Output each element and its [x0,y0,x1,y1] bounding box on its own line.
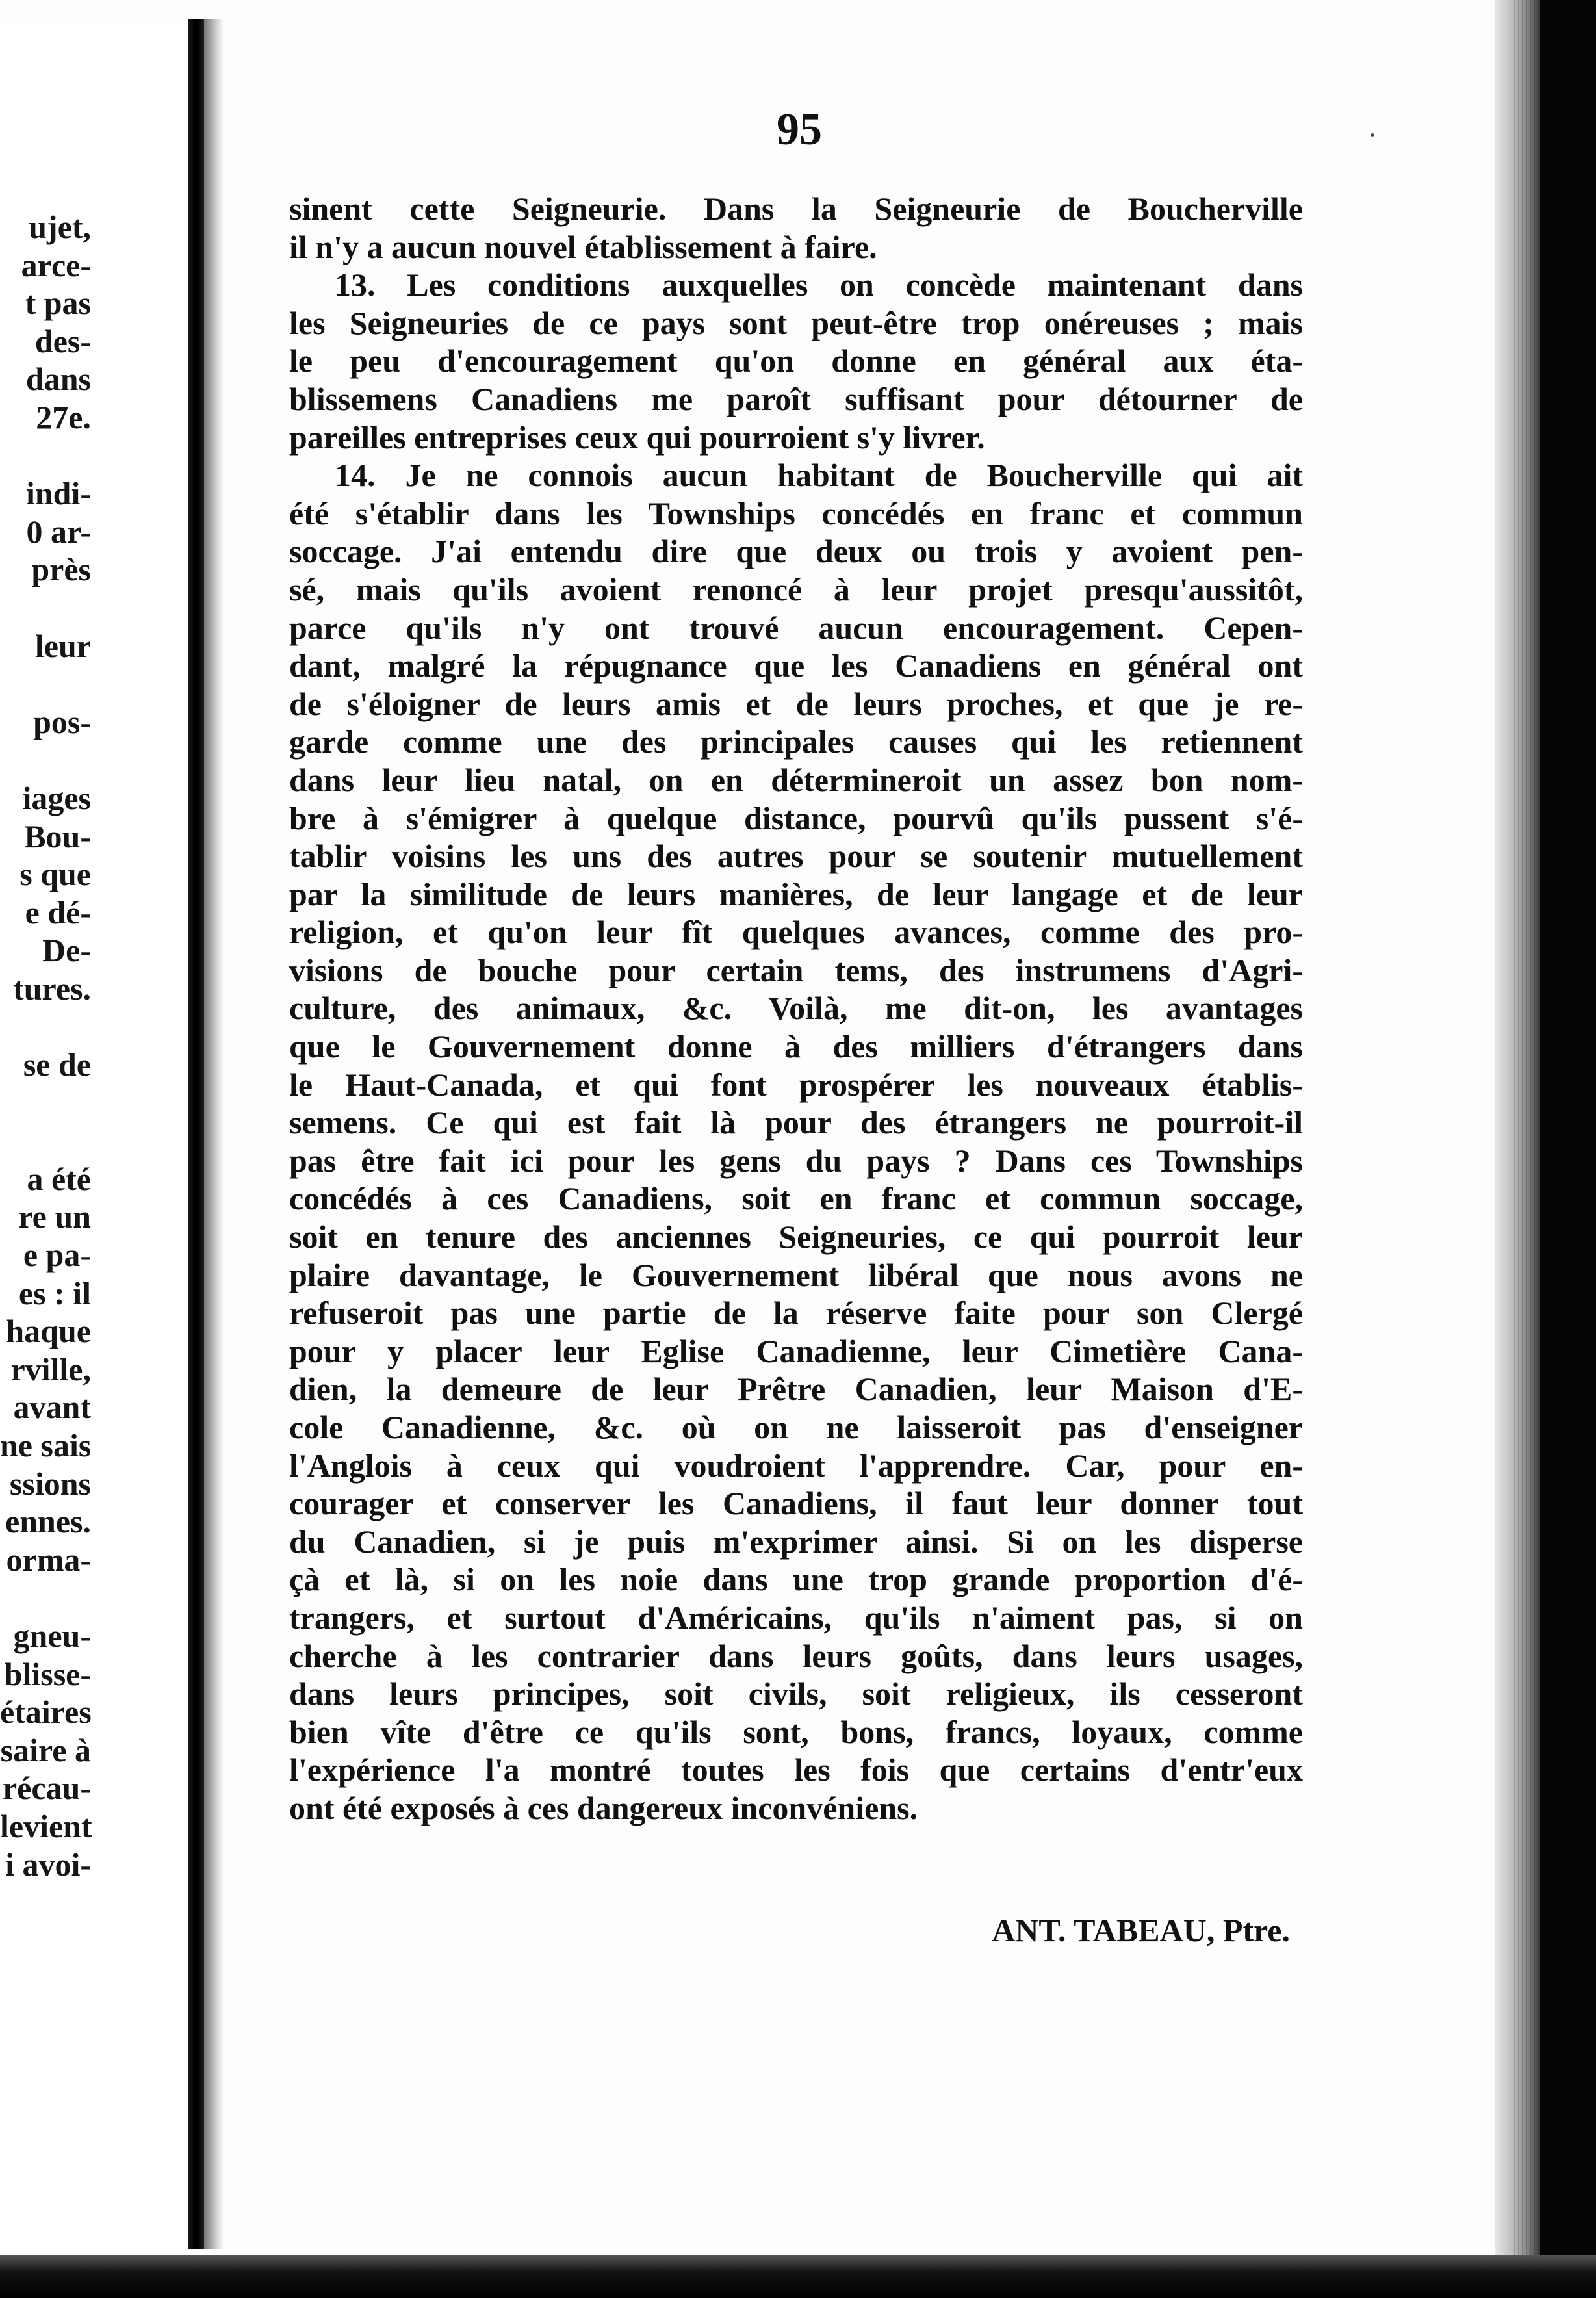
text-line: pareilles entreprises ceux qui pourroient s'y livrer. [289,419,985,456]
text-line: semens. Ce qui est fait là pour des étrangers ne pourroit-il [289,1104,1303,1141]
facing-page-fragment: des- [34,322,91,359]
facing-page-fragment: t pas [25,285,91,322]
text-line: dans leurs principes, soit civils, soit religieux, ils cesseront [289,1675,1303,1712]
scan-border-bottom [0,2255,1596,2298]
text-line: tablir voisins les uns des autres pour se soutenir mutuellement [289,838,1303,875]
facing-page-fragment: leur [34,627,91,664]
book-gutter [188,19,204,2249]
facing-page-fragment: e dé- [25,894,91,931]
text-line: le peu d'encouragement qu'on donne en général aux éta- [289,342,1303,380]
text-line: pas être fait ici pour les gens du pays ? Dans ces Townships [289,1142,1303,1179]
text-line: plaire davantage, le Gouvernement libéral que nous avons ne [289,1256,1303,1293]
facing-page-fragment: s que [19,856,91,893]
text-line: il n'y a aucun nouvel établissement à faire. [289,228,877,265]
facing-page-text-fragments [0,208,97,1883]
facing-page-fragment: haque [6,1313,91,1350]
text-line: du Canadien, si je puis m'exprimer ainsi. Si on les disperse [289,1523,1303,1560]
facing-page-fragment: es : il [18,1274,91,1311]
text-line: cherche à les contrarier dans leurs goûts, dans leurs usages, [289,1637,1303,1674]
facing-page-fragment: iages [22,779,91,816]
text-line: bien vîte d'être ce qu'ils sont, bons, francs, loyaux, comme [289,1713,1303,1750]
facing-page-fragment: pos- [33,703,91,740]
text-line: garde comme une des principales causes qui les retiennent [289,723,1303,760]
text-line: refuseroit pas une partie de la réserve faite pour son Clergé [289,1295,1303,1332]
facing-page-fragment: gneu- [13,1617,91,1654]
text-line: culture, des animaux, &c. Voilà, me dit-on, les avantages [289,990,1303,1027]
facing-page-fragment [0,1007,97,1046]
text-line: les Seigneuries de ce pays sont peut-être trop onéreuses ; mais [289,304,1303,341]
facing-page-fragment: blisse- [4,1655,91,1692]
text-line: çà et là, si on les noie dans une trop grande proportion d'é- [289,1561,1303,1598]
text-line: trangers, et surtout d'Américains, qu'ils n'aiment pas, si on [289,1599,1303,1636]
facing-page-fragment: De- [42,932,91,969]
text-line: le Haut-Canada, et qui font prospérer les nouveaux établis- [289,1066,1303,1103]
facing-page-fragment: 0 ar- [26,513,91,550]
gutter-shadow [204,19,224,2249]
text-line: dant, malgré la répugnance que les Canadiens en général ont [289,647,1303,684]
facing-page-fragment: se de [23,1046,91,1083]
text-line: visions de bouche pour certain tems, des instrumens d'Agri- [289,951,1303,988]
facing-page-fragment [0,589,97,627]
text-line: par la similitude de leurs manières, de leur langage et de leur [289,875,1303,912]
body-text [289,190,1303,1827]
text-line: courager et conserver les Canadiens, il faut leur donner tout [289,1485,1303,1522]
facing-page-fragment [0,1084,97,1122]
text-line: sé, mais qu'ils avoient renoncé à leur projet presqu'aussitôt, [289,571,1303,608]
facing-page-fragment: ujet, [29,209,91,245]
facing-page-fragment: récau- [2,1770,91,1807]
text-line: été s'établir dans les Townships concédés en franc et commun [289,495,1303,532]
facing-page-fragment: orma- [6,1541,91,1578]
page-number: 95 [777,105,822,155]
facing-page-fragment: près [31,551,91,588]
scan-border-right [1540,0,1596,2298]
text-line: cole Canadienne, &c. où on ne laisseroit pas d'enseigner [289,1409,1303,1445]
facing-page-fragment [0,741,97,779]
paper-speck [1371,133,1374,137]
facing-page-fragment: e pa- [23,1237,91,1274]
text-line: religion, et qu'on leur fît quelques avances, comme des pro- [289,914,1303,951]
text-line: blissemens Canadiens me paroît suffisant pour détourner de [289,380,1303,417]
text-line: soccage. J'ai entendu dire que deux ou trois y avoient pen- [289,533,1303,570]
text-line: bre à s'émigrer à quelque distance, pourvû qu'ils pussent s'é- [289,799,1303,836]
facing-page-fragment [0,1122,97,1160]
text-line: l'Anglois à ceux qui voudroient l'apprendre. Car, pour en- [289,1447,1303,1484]
facing-page-fragment: rville, [10,1350,91,1388]
facing-page-fragment [0,1579,97,1617]
facing-page-fragment: ennes. [5,1503,91,1540]
text-line: de s'éloigner de leurs amis et de leurs proches, et que je re- [289,685,1303,722]
facing-page-fragment: Bou- [24,818,91,855]
facing-page-fragment: ne sais [0,1427,92,1464]
text-line: 14. Je ne connois aucun habitant de Boucherville qui ait [335,457,1303,494]
facing-page-fragment: tures. [13,970,91,1007]
facing-page-fragment: avant [13,1389,91,1426]
facing-page-fragment: dans [25,361,91,398]
text-line: sinent cette Seigneurie. Dans la Seigneurie de Boucherville [289,190,1303,227]
text-line: pour y placer leur Eglise Canadienne, leur Cimetière Cana- [289,1332,1303,1369]
text-line: 13. Les conditions auxquelles on concède maintenant dans [335,266,1303,303]
text-line: ont été exposés à ces dangereux inconvéniens. [289,1789,918,1826]
facing-page-fragment: étaires [0,1694,92,1731]
facing-page-fragment: saire à [0,1731,91,1768]
facing-page-fragment: i avoi- [5,1846,91,1883]
facing-page-fragment [0,665,97,703]
text-line: l'expérience l'a montré toutes les fois que certains d'entr'eux [289,1751,1303,1788]
text-line: dien, la demeure de leur Prêtre Canadien, leur Maison d'E- [289,1371,1303,1408]
text-line: soit en tenure des anciennes Seigneuries, ce qui pourroit leur [289,1219,1303,1256]
facing-page-fragment: arce- [21,246,91,283]
facing-page-left [0,26,195,2249]
facing-page-fragment: levient [0,1807,92,1844]
text-line: parce qu'ils n'y ont trouvé aucun encouragement. Cepen- [289,609,1303,646]
facing-page-fragment: ssions [9,1465,91,1502]
facing-page-fragment: a été [27,1160,91,1197]
signature: ANT. TABEAU, Ptre. [992,1912,1290,1948]
facing-page-fragment: re un [18,1198,91,1235]
text-line: concédés à ces Canadiens, soit en franc et commun soccage, [289,1180,1303,1217]
facing-page-fragment: indi- [25,475,91,512]
text-line: que le Gouvernement donne à des milliers d'étrangers dans [289,1028,1303,1065]
text-line: dans leur lieu natal, on en détermineroit un assez bon nom- [289,761,1303,798]
facing-page-fragment [0,437,97,475]
page-edge-stack [1514,0,1540,2262]
facing-page-fragment: 27e. [36,398,91,435]
